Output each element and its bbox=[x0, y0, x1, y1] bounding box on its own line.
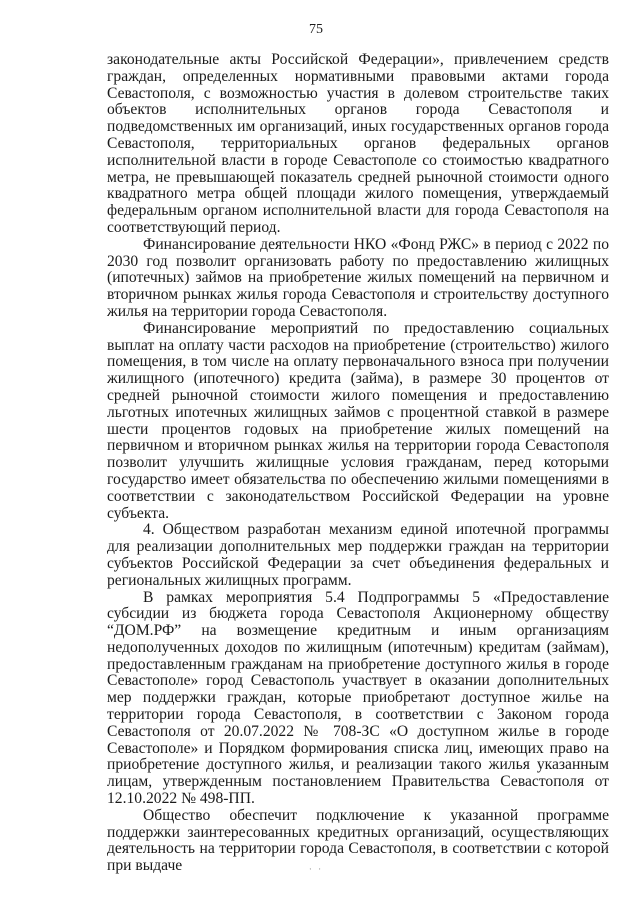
paragraph-fund-financing: Финансирование деятельности НКО «Фонд РЖС» в период с 2022 по 2030 год позволит организовать работу по предоставлению жилищных (ипотечных) займов на приобретение жилых помещений на первичном и вторичном рынках жилья города Севастополя и строительству доступного жилья на территории города Севастополя. bbox=[107, 235, 609, 320]
page-number: 75 bbox=[309, 22, 323, 37]
paragraph-mortgage-mechanism: 4. Обществом разработан механизм единой ипотечной программы для реализации дополнительных мер поддержки граждан на территории субъектов Российской Федерации за счет объединения федеральных и региональных жилищных программ. bbox=[107, 521, 609, 589]
paragraph-subprogram-5: В рамках мероприятия 5.4 Подпрограммы 5 «Предоставление субсидии из бюджета города Севастополя Акционерному обществу “ДОМ.РФ” на возмещение кредитным и иным организациям недополученных доходов по жилищным (ипотечным) кредитам (займам), предоставленным гражданам на приобретение доступного жилья в городе Севастополе» город Севастополь участвует в оказании дополнительных мер поддержки граждан, которые приобретают доступное жилье на территории города Севастополя, в соответствии с Законом города Севастополя от 20.07.2022 № 708-ЗС «О доступном жилье в городе Севастополе» и Порядком формирования списка лиц, имеющих право на приобретение доступного жилья, и реализации такого жилья указанным лицам, утвержденным постановлением Правительства Севастополя от 12.10.2022 № 498-ПП. bbox=[107, 588, 609, 808]
paragraph-continuation: законодательные акты Российской Федерации», привлечением средств граждан, определенных нормативными правовыми актами города Севастополя, с возможностью участия в долевом строительстве таких объектов исполнительных органов города Севастополя и подведомственных им организаций, иных государственных органов города Севастополя, территориальных органов федеральных органов исполнительной власти в городе Севастополе со стоимостью квадратного метра, не превышающей показатель средней рыночной стоимости одного квадратного метра общей площади жилого помещения, утверждаемый федеральным органом исполнительной власти для города Севастополя на соответствующий период. bbox=[107, 51, 609, 236]
document-body bbox=[107, 52, 609, 875]
paragraph-social-payments: Финансирование мероприятий по предоставлению социальных выплат на оплату части расходов на приобретение (строительство) жилого помещения, в том числе на оплату первоначального взноса при получении жилищного (ипотечного) кредита (займа), в размере 30 процентов от средней рыночной стоимости жилого помещения и предоставлению льготных ипотечных жилищных займов с процентной ставкой в размере шести процентов годовых на приобретение жилых помещений на первичном и вторичном рынках жилья на территории города Севастополя позволит улучшить жилищные условия гражданам, перед которыми государство имеет обязательства по обеспечению жилыми помещениями в соответствии с законодательством Российской Федерации на уровне субъекта. bbox=[107, 319, 609, 522]
paragraph-credit-organizations: Общество обеспечит подключение к указанной программе поддержки заинтересованных кредитных организаций, осуществляющих деятельность на территории города Севастополя, в соответствии с которой при выдаче bbox=[107, 806, 609, 875]
footer-mark: · · bbox=[308, 864, 324, 874]
